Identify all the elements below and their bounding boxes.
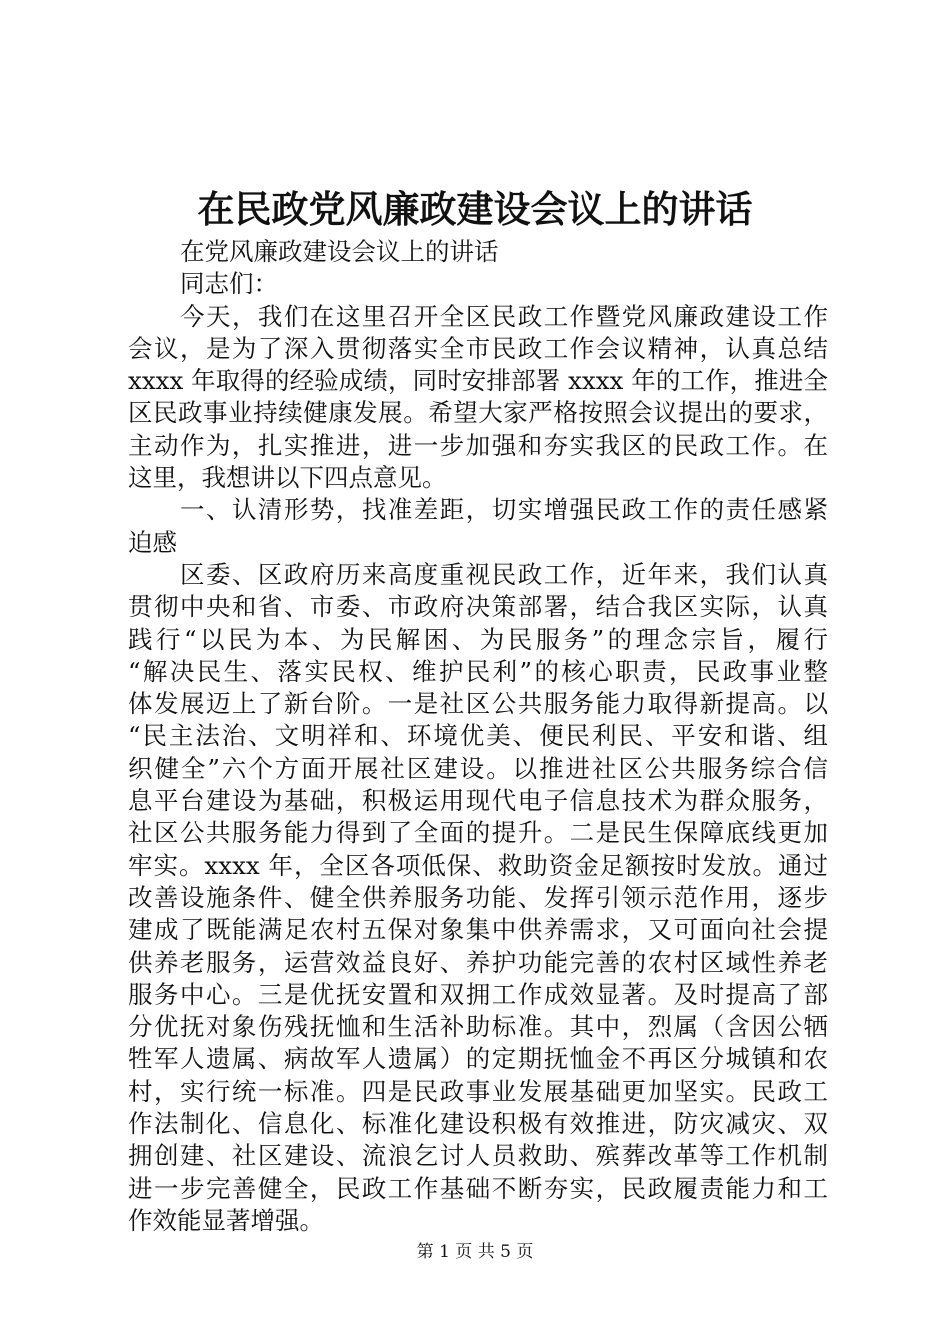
text-line: 作效能显著增强。 [128,1205,324,1235]
page-footer: 第 1 页 共 5 页 [416,1242,534,1262]
text-line: 社区公共服务能力得到了全面的提升。二是民生保障底线更加 [128,818,828,848]
text-line: 服务中心。三是优抚安置和双拥工作成效显著。及时提高了部 [128,979,828,1009]
text-line: 区委、区政府历来高度重视民政工作，近年来，我们认真 [180,559,828,589]
text-line: 主动作为，扎实推进，进一步加强和夯实我区的民政工作。在 [128,430,828,460]
text-line: 进一步完善健全，民政工作基础不断夯实，民政履责能力和工 [128,1173,828,1203]
text-line: 作法制化、信息化、标准化建设积极有效推进，防灾减灾、双 [128,1109,828,1139]
text-line: 践行“以民为本、为民解困、为民服务”的理念宗旨，履行 [128,624,828,654]
text-line: “民主法治、文明祥和、环境优美、便民利民、平安和谐、组 [128,721,828,751]
document-body [128,236,828,1237]
text-line: 建成了既能满足农村五保对象集中供养需求，又可面向社会提 [128,915,828,945]
text-line: 拥创建、社区建设、流浪乞讨人员救助、殡葬改革等工作机制 [128,1141,828,1171]
text-line: 改善设施条件、健全供养服务功能、发挥引领示范作用，逐步 [128,882,828,912]
text-line: 会议，是为了深入贯彻落实全市民政工作会议精神，认真总结 [128,333,828,363]
document-title: 在民政党风廉政建设会议上的讲话 [197,187,753,231]
text-line: 贯彻中央和省、市委、市政府决策部署，结合我区实际，认真 [128,592,828,622]
text-line: 今天，我们在这里召开全区民政工作暨党风廉政建设工作 [180,301,828,331]
text-line: 牢实。xxxx 年，全区各项低保、救助资金足额按时发放。通过 [128,850,828,880]
text-line: 体发展迈上了新台阶。一是社区公共服务能力取得新提高。以 [128,689,828,719]
text-line: xxxx 年取得的经验成绩，同时安排部署 xxxx 年的工作，推进全 [128,366,828,396]
text-line: 同志们： [180,269,278,299]
text-line: 村，实行统一标准。四是民政事业发展基础更加坚实。民政工 [128,1076,828,1106]
text-line: 分优抚对象伤残抚恤和生活补助标准。其中，烈属（含因公牺 [128,1012,828,1042]
text-line: 供养老服务，运营效益良好、养护功能完善的农村区域性养老 [128,947,828,977]
text-line: 织健全”六个方面开展社区建设。以推进社区公共服务综合信 [128,753,828,783]
text-line: 区民政事业持续健康发展。希望大家严格按照会议提出的要求， [128,398,828,428]
text-line: 这里，我想讲以下四点意见。 [128,463,447,493]
text-line: 息平台建设为基础，积极运用现代电子信息技术为群众服务， [128,786,828,816]
text-line: 迫感 [128,527,177,557]
text-line: 牲军人遗属、病故军人遗属）的定期抚恤金不再区分城镇和农 [128,1044,828,1074]
text-line: “解决民生、落实民权、维护民利”的核心职责，民政事业整 [128,656,828,686]
text-line: 在党风廉政建设会议上的讲话 [180,237,499,266]
text-line: 一、认清形势，找准差距，切实增强民政工作的责任感紧 [180,495,828,525]
